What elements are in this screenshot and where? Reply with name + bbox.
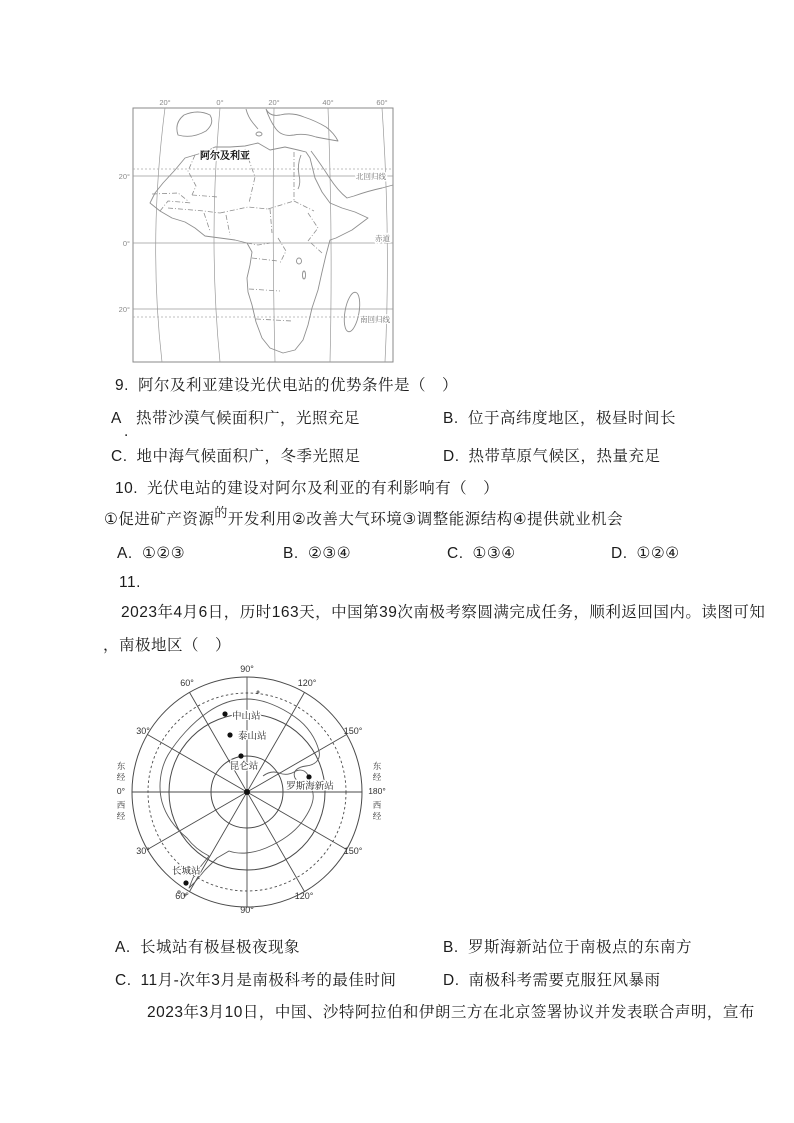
option-text: 罗斯海新站位于南极点的东南方: [468, 939, 693, 956]
option-value: ①③④: [472, 545, 516, 562]
question-10-option-c: [447, 544, 516, 563]
ross-sea-station-label: 罗斯海新站: [286, 781, 334, 792]
zhongshan-station-dot: [222, 711, 227, 716]
option-value: ②③④: [308, 545, 352, 562]
question-11-intro-line2: ，南极地区（ ）: [103, 637, 232, 654]
taishan-station-label: 泰山站: [238, 731, 267, 742]
question-10: [115, 479, 499, 498]
country-border: [278, 238, 286, 263]
meridian-40e: [328, 108, 331, 362]
tropic-of-cancer-label: 北回归线: [356, 172, 386, 181]
ross-sea-station-dot: [306, 774, 311, 779]
option-label: D.: [443, 448, 460, 465]
option-label: B.: [443, 939, 459, 956]
question-9-option-c: [111, 447, 361, 466]
left-axis-char: 0°: [116, 786, 126, 796]
question-11-option-a: [115, 938, 300, 957]
kunlun-station-label: 昆仑站: [229, 761, 259, 772]
option-label: [111, 409, 129, 440]
option-text: 11月-次年3月是南极科考的最佳时间: [140, 972, 397, 989]
items-superscript: 的: [214, 505, 228, 520]
right-axis-char: 东: [372, 761, 382, 771]
question-9-option-a: [111, 409, 361, 440]
option-text: 地中海气候面积广，冬季光照足: [136, 448, 361, 465]
deg-90-bottom: 90°: [240, 905, 254, 915]
question-9-text: 阿尔及利亚建设光伏电站的优势条件是（ ）: [137, 377, 458, 394]
country-border: [252, 258, 278, 261]
country-border: [188, 155, 196, 195]
option-text: 热带草原气候区，热量充足: [468, 448, 661, 465]
meridian-20e: [273, 108, 275, 362]
nile-river: [298, 155, 301, 189]
option-label: B.: [283, 545, 299, 562]
question-10-text: 光伏电站的建设对阿尔及利亚的有利影响有（ ）: [147, 480, 500, 497]
zhongshan-station-label: 中山站: [232, 711, 261, 722]
left-axis-char: 经: [116, 772, 126, 782]
antarctic-map: [105, 652, 395, 930]
question-9-option-b: [443, 409, 676, 428]
option-label: C.: [447, 545, 464, 562]
country-border: [204, 213, 210, 231]
country-border: [160, 201, 192, 211]
question-11-option-d: [443, 971, 661, 990]
country-border: [268, 201, 294, 209]
question-11-option-b: [443, 938, 692, 957]
changcheng-station-label: 长城站: [172, 866, 201, 877]
items-part2: 开发利用②改善大气环境③调整能源结构④提供就业机会: [227, 511, 624, 528]
deg-150-right-upper: 150°: [343, 726, 363, 736]
question-11-intro-line1: 2023年4月6日，历时163天，中国第39次南极考察圆满完成任务，顺利返回国内。读图可知: [121, 604, 766, 621]
option-text: 热带沙漠气候面积广，光照充足: [136, 410, 361, 427]
right-axis-char: 180°: [368, 786, 386, 796]
option-period: .: [124, 423, 129, 440]
meridian-0: [214, 108, 220, 362]
right-axis-char: 西: [372, 800, 382, 810]
iberia-coastline: [177, 112, 212, 136]
africa-map: [108, 93, 408, 373]
italy-coastline: [246, 109, 258, 129]
option-label: D.: [611, 545, 628, 562]
option-value: ①②④: [636, 545, 680, 562]
option-label: A.: [117, 545, 133, 562]
question-9: [115, 376, 458, 395]
option-letter: A: [111, 410, 122, 427]
right-axis-char: 经: [372, 772, 382, 782]
deg-60-upper-left: 60°: [180, 678, 194, 688]
deg-90-top: 90°: [240, 664, 254, 674]
option-label: C.: [111, 448, 128, 465]
closing-paragraph: 2023年3月10日，中国、沙特阿拉伯和伊朗三方在北京签署协议并发表联合声明，宣布: [147, 1004, 755, 1021]
island: [257, 691, 259, 693]
option-value: ①②③: [142, 545, 186, 562]
option-label: A.: [115, 939, 131, 956]
option-text: 南极科考需要克服狂风暴雨: [468, 972, 661, 989]
changcheng-station-dot: [183, 880, 188, 885]
country-border: [311, 243, 322, 253]
country-border: [192, 195, 218, 197]
taishan-station-dot: [227, 732, 232, 737]
lon-label: 40°: [322, 98, 334, 107]
question-10-number: 10.: [115, 480, 139, 497]
africa-coastline: [150, 143, 368, 353]
question-11-option-c: [115, 971, 396, 990]
option-text: 长城站有极昼极夜现象: [140, 939, 301, 956]
lon-label: 0°: [216, 98, 224, 107]
left-axis-char: 西: [116, 800, 126, 810]
lake-victoria: [297, 258, 302, 264]
deg-60-bottom-left: 60°: [175, 891, 189, 901]
question-10-items: [104, 505, 624, 529]
country-border: [249, 289, 280, 291]
country-border: [226, 215, 230, 235]
right-axis-char: 经: [372, 811, 382, 821]
option-text: 位于高纬度地区，极昼时间长: [468, 410, 677, 427]
algeria-label: 阿尔及利亚: [200, 151, 250, 162]
sicily-island: [256, 132, 262, 136]
lon-label: 20°: [268, 98, 280, 107]
madagascar-island: [342, 291, 363, 333]
country-border: [308, 213, 318, 241]
lat-label: 20°: [118, 305, 130, 314]
question-9-option-d: [443, 447, 661, 466]
left-axis-char: 东: [116, 761, 126, 771]
lon-label: 20°: [159, 98, 171, 107]
deg-30-left-lower: 30°: [136, 846, 150, 856]
deg-150-right-lower: 150°: [343, 846, 363, 856]
option-label: D.: [443, 972, 460, 989]
left-axis-char: 经: [116, 811, 126, 821]
country-border: [270, 209, 272, 233]
deg-120-upper-right: 120°: [297, 678, 317, 688]
deg-120-bottom-right: 120°: [294, 891, 314, 901]
meridian-20w: [156, 108, 165, 362]
equator-label: 赤道: [375, 234, 390, 243]
option-label: C.: [115, 972, 132, 989]
lon-label: 60°: [376, 98, 388, 107]
tropic-of-capricorn-label: 南回归线: [360, 315, 390, 324]
items-part1: ①促进矿产资源: [104, 511, 215, 528]
anatolia-coastline: [266, 109, 338, 141]
country-border: [294, 201, 314, 211]
question-9-number: 9.: [115, 377, 129, 394]
question-10-option-a: [117, 544, 185, 563]
lake-tanganyika: [303, 271, 306, 279]
question-10-option-b: [283, 544, 351, 563]
question-11-number: 11.: [119, 574, 141, 591]
country-border: [168, 208, 220, 213]
question-10-option-d: [611, 544, 680, 563]
south-pole-dot: [244, 789, 250, 795]
deg-30-left-upper: 30°: [136, 726, 150, 736]
country-border: [220, 207, 268, 213]
lat-label: 20°: [118, 172, 130, 181]
ross-sea-coastline: [263, 770, 308, 776]
lat-label: 0°: [122, 239, 130, 248]
kunlun-station-dot: [238, 753, 243, 758]
antarctica-coastline: [160, 699, 319, 888]
option-label: B.: [443, 410, 459, 427]
